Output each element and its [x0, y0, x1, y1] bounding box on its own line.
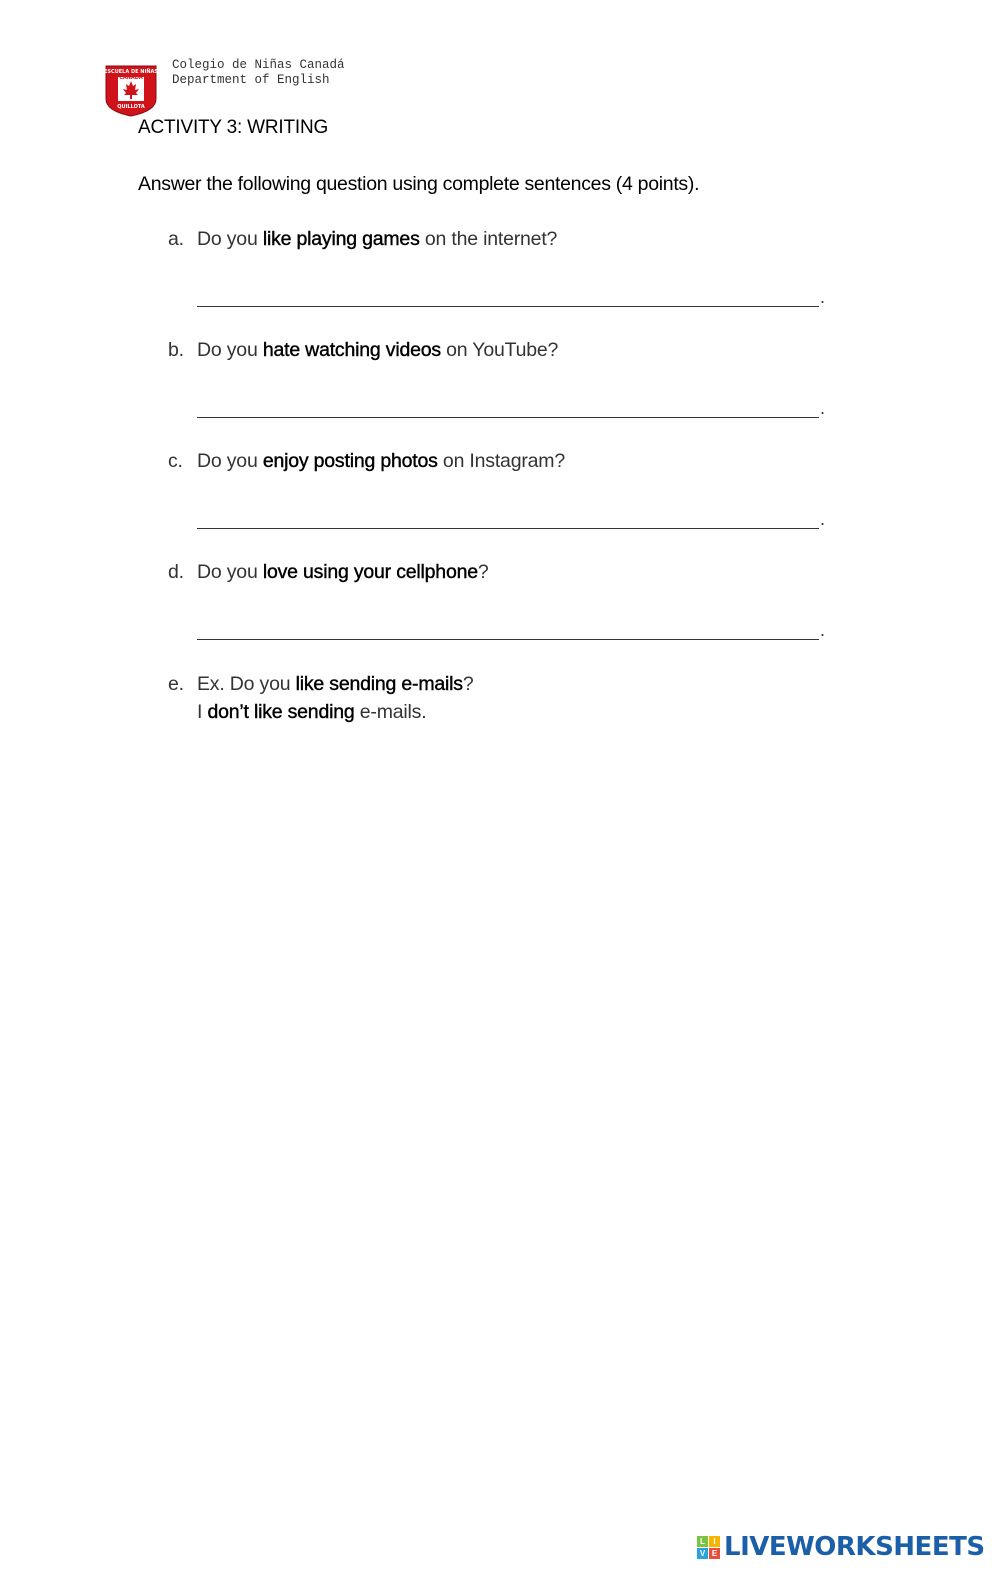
school-logo: [103, 63, 159, 117]
logo-text-bottom: QUILLOTA: [117, 104, 145, 110]
example-pre: Ex. Do you: [197, 673, 291, 695]
logo-text-mid: CANADÁ: [119, 75, 143, 81]
question-pre: Do you: [197, 561, 258, 583]
answer-end-d: .: [820, 620, 826, 640]
logo-text-top: ESCUELA DE NIÑAS: [104, 69, 158, 75]
question-bold: love using your cellphone: [262, 561, 478, 583]
square-v: V: [697, 1548, 708, 1559]
question-letter: e.: [168, 673, 184, 695]
liveworksheets-logo: [697, 1532, 985, 1562]
question-letter: c.: [168, 450, 183, 472]
school-name: Colegio de Niñas Canadá: [172, 58, 345, 72]
question-post: on YouTube?: [446, 339, 559, 361]
answer-line-d[interactable]: [197, 639, 819, 640]
question-b: [168, 339, 558, 362]
department-name: Department of English: [172, 73, 330, 87]
square-i: I: [709, 1536, 720, 1547]
square-e: E: [709, 1548, 720, 1559]
question-c: [168, 450, 565, 473]
question-bold: like playing games: [262, 228, 420, 250]
question-e-example: [168, 673, 474, 696]
question-d: [168, 561, 489, 584]
question-pre: Do you: [197, 450, 258, 472]
school-header: [172, 58, 345, 88]
question-pre: Do you: [197, 228, 258, 250]
answer-end-c: .: [820, 509, 826, 529]
example-post: ?: [462, 673, 474, 695]
question-bold: hate watching videos: [262, 339, 441, 361]
example-answer-bold: don’t like sending: [207, 701, 355, 723]
question-letter: d.: [168, 561, 184, 583]
question-pre: Do you: [197, 339, 258, 361]
question-bold: enjoy posting photos: [262, 450, 438, 472]
liveworksheets-squares-icon: [697, 1536, 720, 1559]
question-letter: b.: [168, 339, 184, 361]
answer-line-c[interactable]: [197, 528, 819, 529]
question-post: ?: [477, 561, 489, 583]
square-l: L: [697, 1536, 708, 1547]
question-post: on Instagram?: [442, 450, 565, 472]
answer-end-a: .: [820, 287, 826, 307]
example-answer: [197, 701, 426, 724]
answer-end-b: .: [820, 398, 826, 418]
example-bold: like sending e-mails: [295, 673, 463, 695]
question-letter: a.: [168, 228, 184, 250]
question-a: [168, 228, 557, 251]
activity-title: ACTIVITY 3: WRITING: [138, 117, 329, 138]
question-post: on the internet?: [424, 228, 558, 250]
liveworksheets-text: LIVEWORKSHEETS: [724, 1532, 985, 1562]
answer-line-a[interactable]: [197, 306, 819, 307]
answer-line-b[interactable]: [197, 417, 819, 418]
example-answer-pre: I: [197, 701, 203, 723]
example-answer-post: e-mails.: [359, 701, 427, 723]
instructions: Answer the following question using complete sentences (4 points).: [138, 173, 700, 195]
